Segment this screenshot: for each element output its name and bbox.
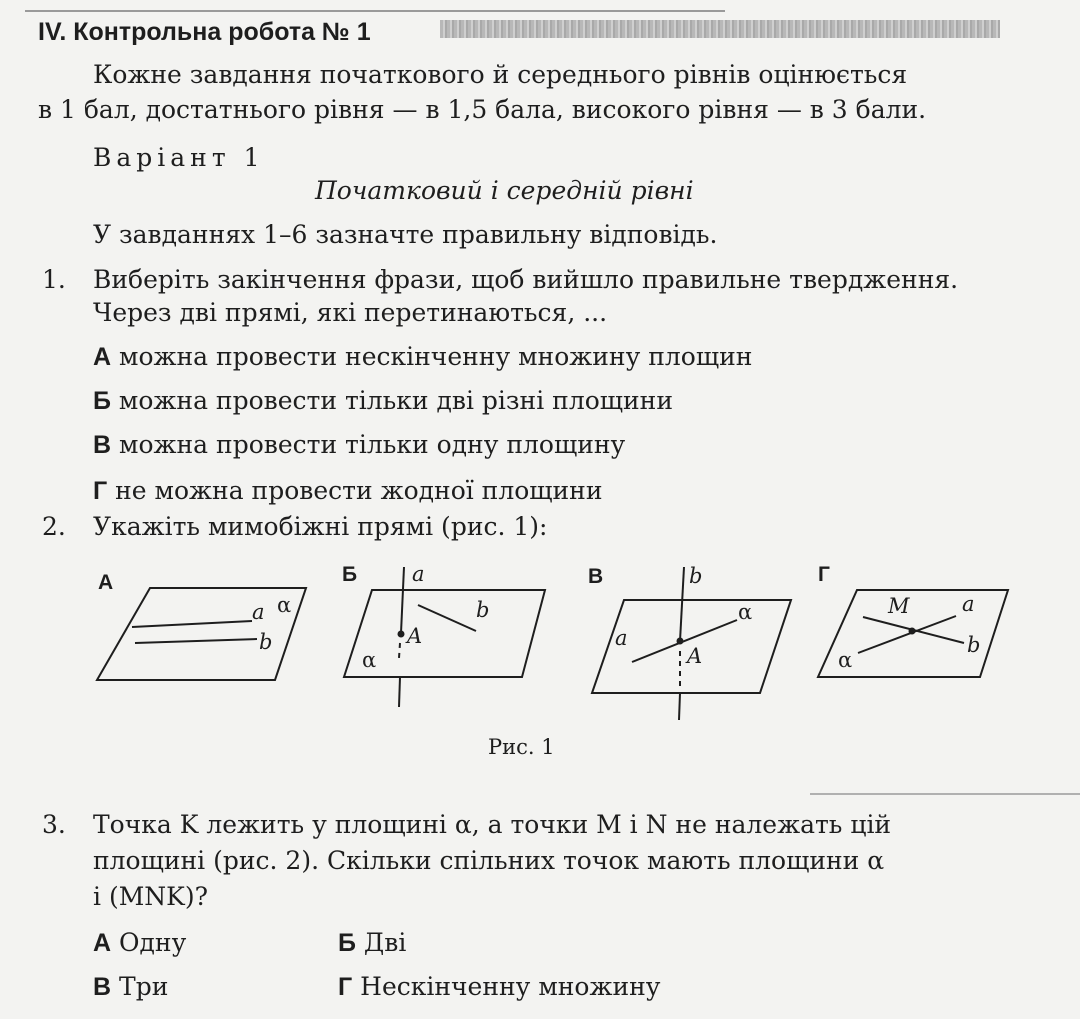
q3-text-line-3: і (MNK)? [93,882,209,911]
fig-a-letter: А [98,571,114,594]
q3-option-b-text: Дві [363,928,407,957]
q1-option-v [93,430,625,460]
q3-option-g [338,972,661,1002]
q1-number: 1. [42,265,66,294]
bottom-rule [810,793,1080,795]
q3-option-v-text: Три [119,972,169,1001]
fig-v-line-b-bottom [679,693,680,720]
fig-b-line-a-bottom [399,677,400,707]
fig-g-point-m [909,628,916,635]
section-title: IV. Контрольна робота № 1 [38,18,371,46]
q3-option-a-text: Одну [119,928,187,957]
fig-v-line-a [632,620,737,662]
instruction: У завданнях 1–6 зазначте правильну відповідь. [93,220,718,249]
q3-text-line-1: Точка K лежить у площині α, а точки M і N не належать цій [93,810,892,839]
fig-b-label-a: a [412,562,425,586]
q1-option-a [93,342,752,372]
fig-v-label-b: b [689,564,703,588]
figure-1-caption: Рис. 1 [488,735,555,759]
fig-b-letter: Б [342,563,358,586]
q1-text-line-1: Виберіть закінчення фрази, щоб вийшло правильне твердження. [93,265,959,294]
q3-option-g-text: Нескінченну множину [360,972,661,1001]
q3-option-b [338,928,406,958]
header-decoration-bar [440,20,1000,38]
fig-b-label-point: A [407,624,423,648]
level-heading: Початковий і середній рівні [315,176,694,205]
variant-heading: Варіант 1 [93,143,265,172]
fig-b-line-b [418,605,476,631]
fig-v-point-a [677,638,684,645]
q1-option-v-letter: В [93,431,112,459]
q1-option-b-text: можна провести тільки дві різні площини [118,386,673,415]
q3-text-line-2: площині (рис. 2). Скільки спільних точок мають площини α [93,846,885,875]
fig-a-label-b: b [259,630,273,654]
q3-number: 3. [42,810,66,839]
fig-a-line-b [135,639,257,643]
q3-option-a-letter: А [93,929,112,957]
fig-v-label-a: a [615,626,628,650]
q3-option-v-letter: В [93,973,112,1001]
q1-option-b-letter: Б [93,387,111,415]
q3-option-v [93,972,168,1002]
fig-g-label-a: a [962,592,975,616]
q2-text: Укажіть мимобіжні прямі (рис. 1): [93,512,548,541]
fig-g-label-b: b [967,633,981,657]
q3-option-b-letter: Б [338,929,356,957]
q1-option-g-text: не можна провести жодної площини [115,476,603,505]
q2-number: 2. [42,512,66,541]
fig-g-label-alpha: α [838,648,853,672]
fig-a-line-a [132,621,252,627]
fig-v-line-b-top [680,567,684,641]
q1-option-b [93,386,673,416]
figure-1 [0,555,1080,730]
fig-a-label-alpha: α [277,593,292,617]
q1-option-g-letter: Г [93,477,108,505]
q3-option-a [93,928,186,958]
q1-option-a-text: можна провести нескінченну множину площин [119,342,753,371]
fig-b-point-a [398,631,405,638]
fig-g-label-point: M [888,594,910,618]
q1-option-v-text: можна провести тільки одну площину [119,430,626,459]
q1-text-line-2: Через дві прямі, які перетинаються, ... [93,298,608,327]
fig-b-label-alpha: α [362,648,377,672]
q1-option-a-letter: А [93,343,112,371]
fig-v-label-point: A [687,644,703,668]
fig-b-label-b: b [476,598,490,622]
q1-option-g [93,476,603,506]
fig-b-line-a-hidden [399,643,400,658]
fig-a-label-a: a [252,600,265,624]
top-rule [25,10,725,12]
intro-line-2: в 1 бал, достатнього рівня — в 1,5 бала, високого рівня — в 3 бали. [38,95,927,124]
q3-option-g-letter: Г [338,973,353,1001]
fig-g-line-a [858,616,956,653]
fig-v-label-alpha: α [738,600,753,624]
intro-line-1: Кожне завдання початкового й середнього рівнів оцінюється [93,60,908,89]
fig-v-letter: В [588,565,604,588]
fig-a-plane [97,588,306,680]
fig-g-letter: Г [818,563,830,586]
fig-b-line-a-top [401,567,404,633]
